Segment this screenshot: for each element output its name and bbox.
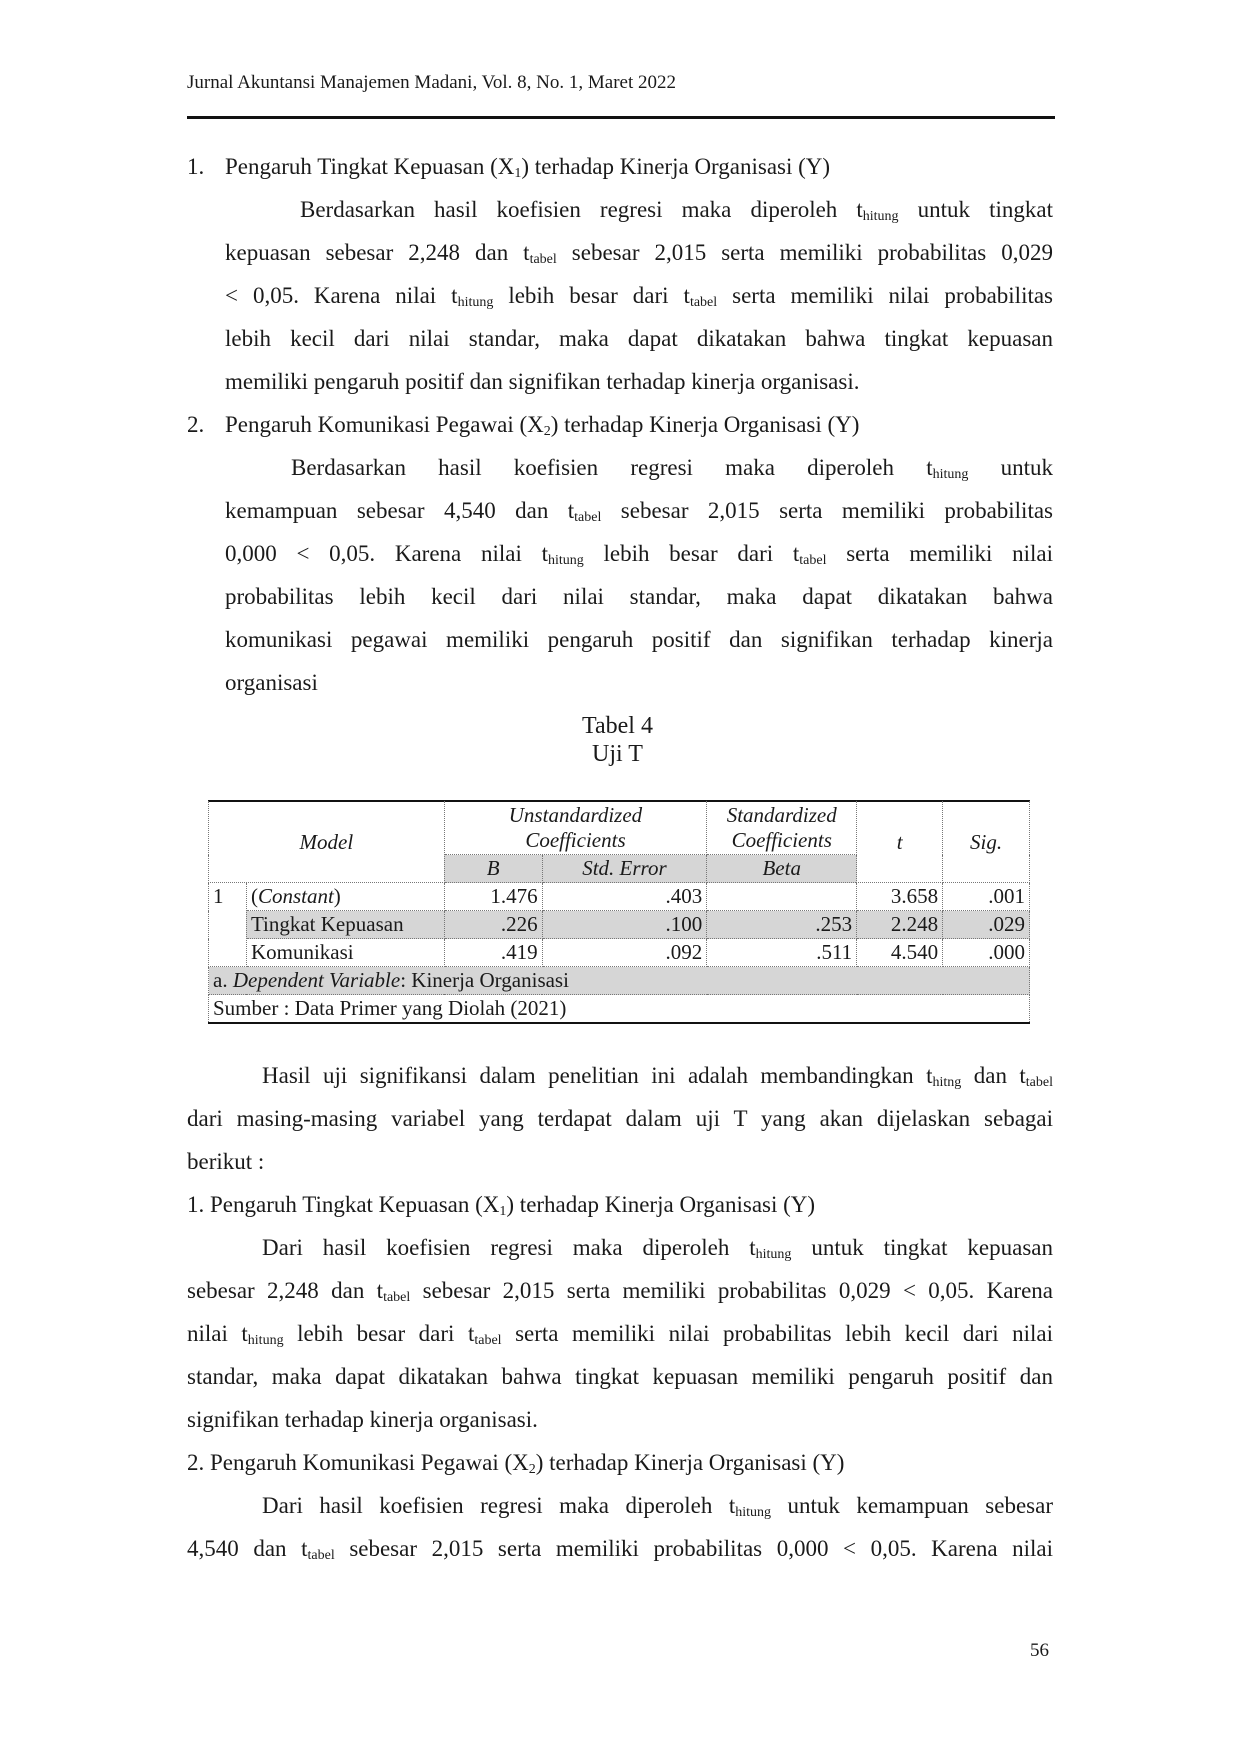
- cell-t: 3.658: [857, 883, 943, 911]
- paragraph-line: berikut :: [187, 1149, 265, 1174]
- paragraph-line: kepuasan sebesar 2,248 dan $t_{tabel}$ sebesar 2,015 serta memiliki probabilitas 0,029: [225, 240, 1053, 267]
- table-source: Sumber : Data Primer yang Diolah (2021): [209, 995, 1030, 1024]
- header-rule: [187, 116, 1055, 119]
- row-name: Tingkat Kepuasan: [246, 911, 444, 939]
- running-header: Jurnal Akuntansi Manajemen Madani, Vol. 8, No. 1, Maret 2022: [187, 72, 677, 93]
- header-sig: Sig.: [943, 801, 1030, 883]
- cell-beta: [707, 883, 857, 911]
- cell-std-error: .092: [542, 939, 707, 967]
- table-source-row: [209, 995, 1030, 1024]
- cell-std-error: .403: [542, 883, 707, 911]
- cell-sig: .001: [943, 883, 1030, 911]
- table-caption-number: Tabel 4: [582, 713, 653, 739]
- cell-sig: .029: [943, 911, 1030, 939]
- table-caption-title: Uji T: [592, 741, 643, 767]
- subsection-1-heading: 1. Pengaruh Tingkat Kepuasan $(X_1)$ terhadap Kinerja Organisasi (Y): [187, 1192, 816, 1219]
- cell-b: 1.476: [444, 883, 542, 911]
- dependent-variable-note: a. Dependent Variable: Kinerja Organisasi: [209, 967, 1030, 995]
- paragraph-line: Hasil uji signifikansi dalam penelitian ini adalah membandingkan $t_{hitng}$ dan $t_{tabel}$: [262, 1063, 1053, 1090]
- table-row: [209, 883, 1030, 911]
- header-t: t: [857, 801, 943, 883]
- header-unstandardized: Unstandardized Coefficients: [444, 801, 707, 855]
- cell-std-error: .100: [542, 911, 707, 939]
- paragraph-line: Dari hasil koefisien regresi maka diperoleh $t_{hitung}$ untuk tingkat kepuasan: [262, 1235, 1053, 1262]
- header-b: B: [444, 855, 542, 883]
- table-row: [209, 939, 1030, 967]
- cell-beta: .253: [707, 911, 857, 939]
- section-1-heading: Pengaruh Tingkat Kepuasan $(X_1)$ terhadap Kinerja Organisasi (Y): [225, 154, 831, 181]
- paragraph-line: organisasi: [225, 670, 318, 695]
- cell-b: .419: [444, 939, 542, 967]
- section-2-number: 2.: [187, 412, 205, 437]
- section-1-number: 1.: [187, 154, 205, 179]
- header-std-error: Std. Error: [542, 855, 707, 883]
- paragraph-line: kemampuan sebesar 4,540 dan $t_{tabel}$ sebesar 2,015 serta memiliki probabilitas: [225, 498, 1053, 525]
- table-row: [209, 911, 1030, 939]
- row-name: Komunikasi: [246, 939, 444, 967]
- cell-t: 2.248: [857, 911, 943, 939]
- paragraph-line: Dari hasil koefisien regresi maka diperoleh $t_{hitung}$ untuk kemampuan sebesar: [262, 1493, 1053, 1520]
- paragraph-line: memiliki pengaruh positif dan signifikan terhadap kinerja organisasi.: [225, 369, 860, 394]
- paragraph-line: nilai $t_{hitung}$ lebih besar dari $t_{tabel}$ serta memiliki nilai probabilitas lebih kecil dari nilai: [187, 1321, 1053, 1348]
- paragraph-line: signifikan terhadap kinerja organisasi.: [187, 1407, 538, 1432]
- cell-t: 4.540: [857, 939, 943, 967]
- paragraph-line: Berdasarkan hasil koefisien regresi maka diperoleh $t_{hitung}$ untuk tingkat: [300, 197, 1053, 224]
- header-beta: Beta: [707, 855, 857, 883]
- paragraph-line: Berdasarkan hasil koefisien regresi maka diperoleh $t_{hitung}$ untuk: [291, 455, 1053, 482]
- cell-beta: .511: [707, 939, 857, 967]
- paragraph-line: < 0,05. Karena nilai $t_{hitung}$ lebih besar dari $t_{tabel}$ serta memiliki nilai probabilitas: [225, 283, 1054, 310]
- paragraph-line: dari masing-masing variabel yang terdapat dalam uji T yang akan dijelaskan sebagai: [187, 1106, 1053, 1131]
- paragraph-line: probabilitas lebih kecil dari nilai standar, maka dapat dikatakan bahwa: [225, 584, 1053, 609]
- paragraph-line: lebih kecil dari nilai standar, maka dapat dikatakan bahwa tingkat kepuasan: [225, 326, 1053, 351]
- paragraph-line: 0,000 < 0,05. Karena nilai $t_{hitung}$ lebih besar dari $t_{tabel}$ serta memiliki nilai: [225, 541, 1053, 568]
- subsection-2-heading: 2. Pengaruh Komunikasi Pegawai $(X_2)$ terhadap Kinerja Organisasi (Y): [187, 1450, 845, 1477]
- page-number: 56: [1030, 1640, 1049, 1661]
- cell-b: .226: [444, 911, 542, 939]
- model-number: 1: [209, 883, 247, 967]
- cell-sig: .000: [943, 939, 1030, 967]
- paragraph-line: 4,540 dan $t_{tabel}$ sebesar 2,015 serta memiliki probabilitas 0,000 < 0,05. Karena nilai: [187, 1536, 1053, 1563]
- header-model: Model: [209, 801, 445, 883]
- paragraph-line: standar, maka dapat dikatakan bahwa tingkat kepuasan memiliki pengaruh positif dan: [187, 1364, 1053, 1389]
- table-footnote-row: [209, 967, 1030, 995]
- uji-t-table: [208, 800, 1030, 1024]
- paragraph-line: komunikasi pegawai memiliki pengaruh positif dan signifikan terhadap kinerja: [225, 627, 1053, 652]
- section-2-heading: Pengaruh Komunikasi Pegawai $(X_2)$ terhadap Kinerja Organisasi (Y): [225, 412, 860, 439]
- header-standardized: Standardized Coefficients: [707, 801, 857, 855]
- row-name: (Constant): [246, 883, 444, 911]
- paragraph-line: sebesar 2,248 dan $t_{tabel}$ sebesar 2,015 serta memiliki probabilitas 0,029 < 0,05. Karena: [187, 1278, 1053, 1305]
